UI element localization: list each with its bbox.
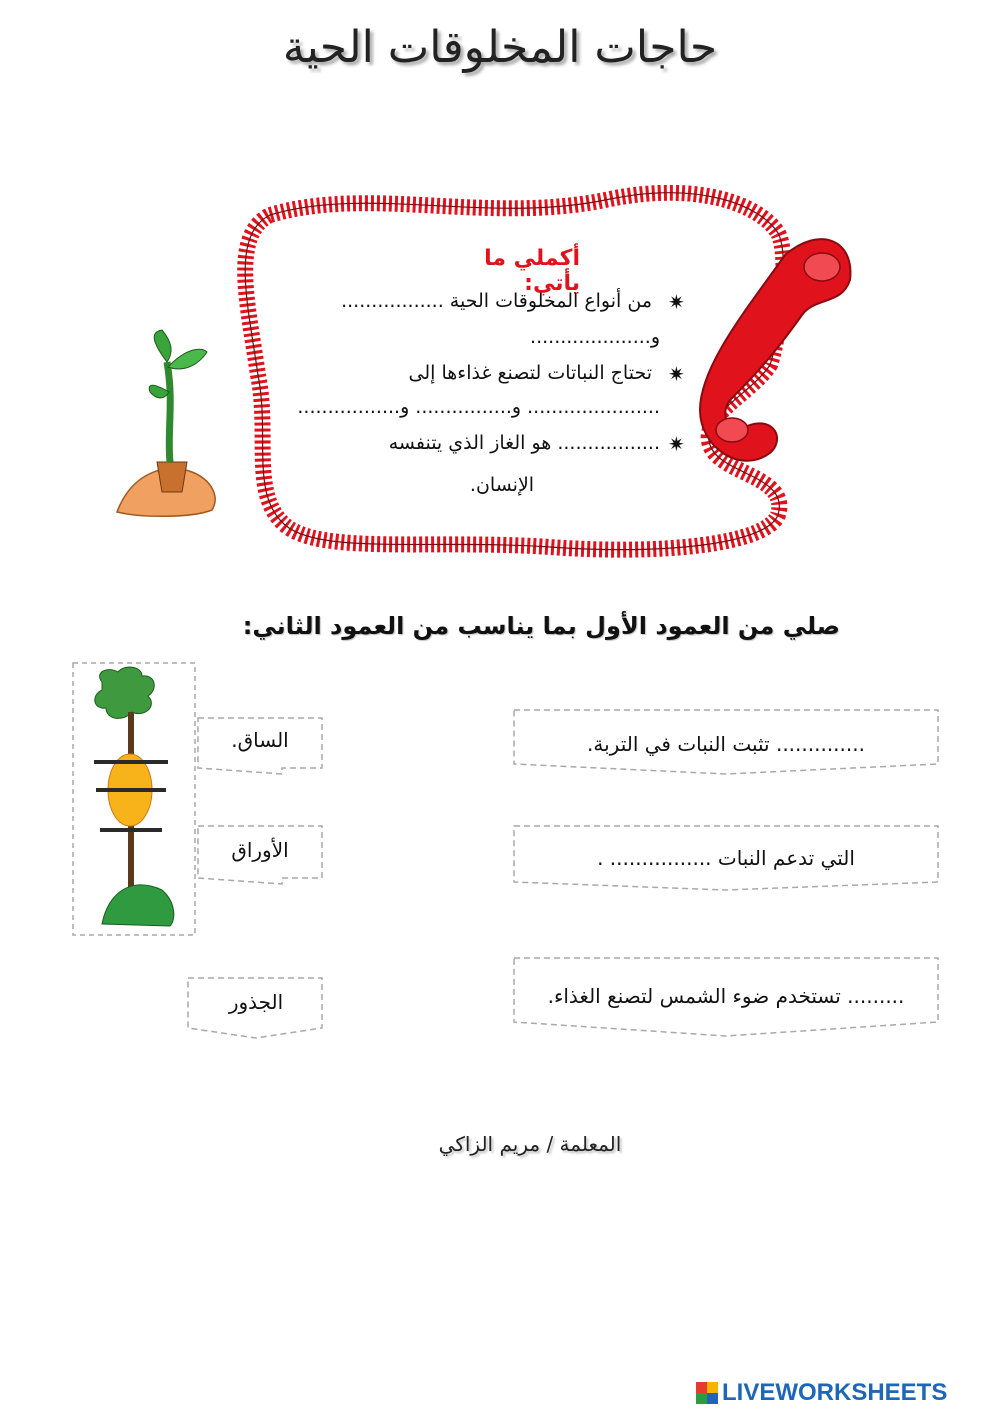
liveworksheets-brand[interactable]	[696, 1378, 996, 1408]
teacher-signature: المعلمة / مريم الزاكي	[438, 1132, 622, 1156]
match-left-label: الأوراق	[231, 838, 289, 862]
plant-parts-image	[72, 662, 198, 938]
fill-line: تحتاج النباتات لتصنع غذاءها إلى	[408, 362, 652, 384]
match-left-label: الجذور	[228, 990, 284, 1014]
fill-line: من أنواع المخلوقات الحية .................	[341, 290, 652, 312]
fill-line: الإنسان.	[469, 474, 535, 496]
page-title: حاجات المخلوقات الحية	[282, 22, 718, 73]
match-right-label: التي تدعم النبات ................ .	[597, 846, 855, 870]
liveworksheets-logo-icon	[696, 1382, 718, 1404]
match-right-label: ......... تستخدم ضوء الشمس لتصنع الغذاء.	[547, 984, 905, 1008]
match-right-label: .............. تثبت النبات في التربة.	[587, 732, 865, 756]
brand-name: LIVEWORKSHEETS	[722, 1379, 948, 1406]
matching-heading: صلي من العمود الأول بما يناسب من العمود الثاني:	[242, 612, 840, 640]
star-bullet-icon: ✷	[668, 362, 685, 386]
fill-line: ................. هو الغاز الذي يتنفسه	[388, 432, 660, 454]
fill-line: و....................	[530, 326, 660, 348]
star-bullet-icon: ✷	[668, 432, 685, 456]
fill-line: ...................... و................ و.................	[297, 396, 660, 418]
fill-in-heading: أكملي ما يأتي:	[484, 246, 580, 296]
telephone-handset-icon	[700, 239, 850, 461]
star-bullet-icon: ✷	[668, 290, 685, 314]
match-left-label: الساق.	[231, 728, 289, 752]
potted-plant-image	[112, 322, 222, 522]
